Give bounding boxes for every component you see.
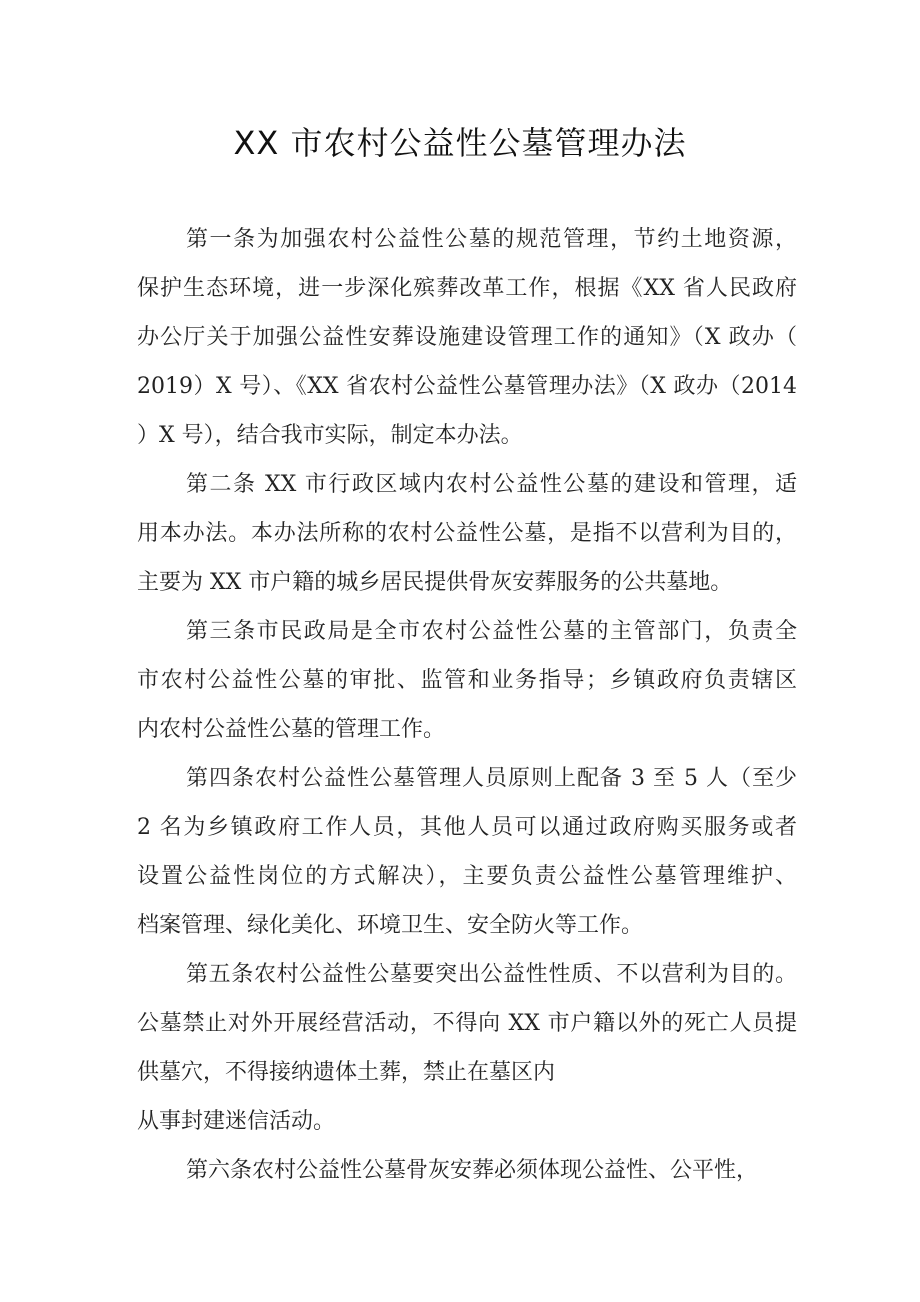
text-line: 第三条市民政局是全市农村公益性公墓的主管部门，负责全 — [186, 619, 797, 644]
text-line: 用本办法。本办法所称的农村公益性公墓，是指不以营利为目的， — [137, 521, 797, 546]
text-line: 第四条农村公益性公墓管理人员原则上配备 3 至 5 人（至少 — [186, 766, 797, 791]
text-line: ）X 号），结合我市实际，制定本办法。 — [137, 423, 523, 448]
text-line: 第一条为加强农村公益性公墓的规范管理，节约土地资源， — [186, 227, 797, 252]
text-line: 设置公益性岗位的方式解决），主要负责公益性公墓管理维护、 — [137, 864, 797, 889]
text-line: 2 名为乡镇政府工作人员，其他人员可以通过政府购买服务或者 — [137, 815, 797, 840]
text-line: 保护生态环境，进一步深化殡葬改革工作，根据《XX 省人民政府 — [137, 276, 797, 301]
text-line: 内农村公益性公墓的管理工作。 — [137, 717, 446, 742]
text-line: 公墓禁止对外开展经营活动，不得向 XX 市户籍以外的死亡人员提 — [137, 1011, 797, 1036]
text-line: 2019）X 号）、《XX 省农村公益性公墓管理办法》（X 政办（2014 — [137, 374, 797, 399]
text-line: 主要为 XX 市户籍的城乡居民提供骨灰安葬服务的公共墓地。 — [137, 570, 733, 595]
text-line: 办公厅关于加强公益性安葬设施建设管理工作的通知》（X 政办（ — [137, 325, 797, 350]
text-line: 第五条农村公益性公墓要突出公益性性质、不以营利为目的。 — [186, 962, 797, 987]
text-line: 第六条农村公益性公墓骨灰安葬必须体现公益性、公平性， — [186, 1158, 759, 1183]
text-line: 市农村公益性公墓的审批、监管和业务指导；乡镇政府负责辖区 — [137, 668, 797, 693]
text-line: 档案管理、绿化美化、环境卫生、安全防火等工作。 — [137, 913, 644, 938]
text-line: 第二条 XX 市行政区域内农村公益性公墓的建设和管理，适 — [186, 472, 797, 497]
document-title: XX 市农村公益性公墓管理办法 — [233, 124, 687, 162]
text-line: 供墓穴，不得接纳遗体土葬，禁止在墓区内 — [137, 1060, 556, 1085]
text-line: 从事封建迷信活动。 — [137, 1109, 336, 1134]
